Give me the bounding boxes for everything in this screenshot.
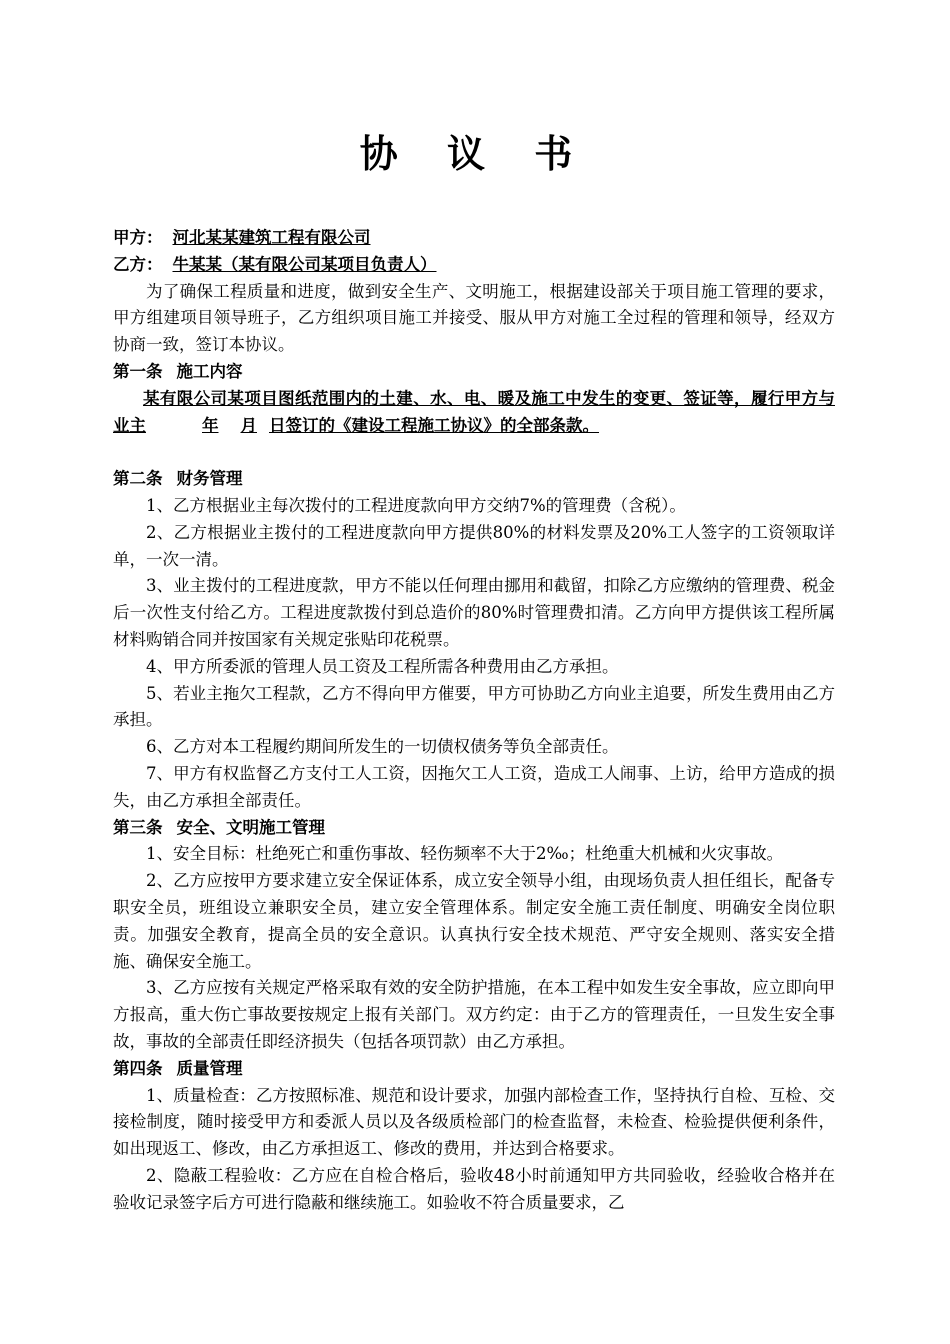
party-a-line <box>113 225 835 252</box>
article-4-title: 质量管理 <box>176 1058 243 1078</box>
party-a-label: 甲方： <box>113 228 163 247</box>
scope-text-b: 日签订的《建设工程施工协议》的全部条款。 <box>269 415 599 435</box>
article-4-item: 1、质量检查：乙方按照标准、规范和设计要求，加强内部检查工作，坚持执行自检、互检、交接检制度，随时接受甲方和委派人员以及各级质检部门的检查监督，未检查、检验提供便利条件，如出现返工、修改，由乙方承担返工、修改的费用，并达到合格要求。 <box>113 1085 835 1159</box>
article-2-item: 2、乙方根据业主拨付的工程进度款向甲方提供80%的材料发票及20%工人签字的工资领取详单，一次一清。 <box>113 522 835 569</box>
scope-month: 月 <box>240 415 257 435</box>
article-3-heading <box>113 815 835 842</box>
party-b-line <box>113 252 835 279</box>
article-3-item: 3、乙方应按有关规定严格采取有效的安全防护措施，在本工程中如发生安全事故，应立即向甲方报高，重大伤亡事故要按规定上报有关部门。双方约定：由于乙方的管理责任，一旦发生安全事故，事故的全部责任即经济损失（包括各项罚款）由乙方承担。 <box>113 978 835 1051</box>
article-2-item: 3、业主拨付的工程进度款，甲方不能以任何理由挪用和截留，扣除乙方应缴纳的管理费、税金后一次性支付给乙方。工程进度款拨付到总造价的80%时管理费扣清。乙方向甲方提供该工程所属材料购销合同并按国家有关规定张贴印花税票。 <box>113 576 835 649</box>
article-3-item: 1、安全目标：杜绝死亡和重伤事故、轻伤频率不大于2‰；杜绝重大机械和火灾事故。 <box>146 844 784 864</box>
preamble: 为了确保工程质量和进度，做到安全生产、文明施工，根据建设部关于项目施工管理的要求，甲方组建项目领导班子，乙方组织项目施工并接受、服从甲方对施工全过程的管理和领导，经双方协商一致，签订本协议。 <box>113 281 835 355</box>
party-b-name: 牛某某（某有限公司某项目负责人） <box>172 254 437 274</box>
document-body <box>113 225 835 1216</box>
party-b-label: 乙方： <box>113 254 163 274</box>
article-3-title: 安全、文明施工管理 <box>176 817 325 837</box>
scope-year: 年 <box>202 415 219 435</box>
article-3-number: 第三条 <box>113 817 163 837</box>
article-2-number: 第二条 <box>113 469 163 489</box>
article-1-title: 施工内容 <box>176 361 243 381</box>
article-2-item: 7、甲方有权监督乙方支付工人工资，因拖欠工人工资，造成工人闹事、上访，给甲方造成的损失，由乙方承担全部责任。 <box>113 763 835 810</box>
scope-text-a: 某有限公司某项目图纸范围内的土建、水、电、暖及施工中发生的变更、签证等，履行甲方与业主 <box>113 388 835 435</box>
article-4-number: 第四条 <box>113 1058 163 1078</box>
party-a-name: 河北某某建筑工程有限公司 <box>172 228 371 247</box>
document-title: 协 议 书 <box>359 131 591 176</box>
article-1-number: 第一条 <box>113 361 163 381</box>
article-2-item: 6、乙方对本工程履约期间所发生的一切债权债务等负全部责任。 <box>146 737 619 757</box>
article-1-scope <box>113 386 835 440</box>
article-1-heading <box>113 359 835 386</box>
article-2-title: 财务管理 <box>176 469 243 489</box>
article-2-heading <box>113 466 835 493</box>
article-3-item: 2、乙方应按甲方要求建立安全保证体系，成立安全领导小组，由现场负责人担任组长，配备专职安全员，班组设立兼职安全员，建立安全管理体系。制定安全施工责任制度、明确安全岗位职责。加强安全教育，提高全员的安全意识。认真执行安全技术规范、严守安全规则、落实安全措施、确保安全施工。 <box>113 871 835 971</box>
article-4-heading <box>113 1056 835 1083</box>
article-2-item: 4、甲方所委派的管理人员工资及工程所需各种费用由乙方承担。 <box>146 656 619 676</box>
article-2-item: 5、若业主拖欠工程款，乙方不得向甲方催要，甲方可协助乙方向业主追要，所发生费用由乙方承担。 <box>113 683 835 730</box>
article-2-item: 1、乙方根据业主每次拨付的工程进度款向甲方交纳7%的管理费（含税）。 <box>146 495 686 515</box>
article-4-item: 2、隐蔽工程验收：乙方应在自检合格后，验收48小时前通知甲方共同验收，经验收合格并在验收记录签字后方可进行隐蔽和继续施工。如验收不符合质量要求，乙 <box>113 1165 835 1212</box>
